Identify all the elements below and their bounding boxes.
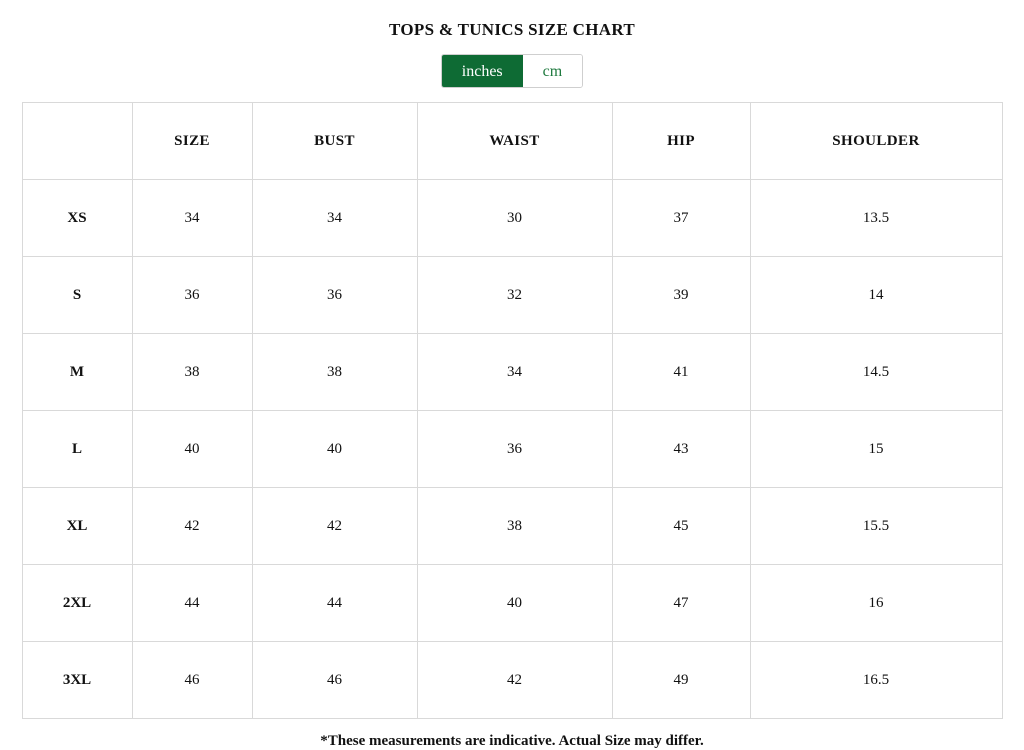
cell-hip: 45 bbox=[612, 488, 750, 565]
table-body bbox=[22, 180, 1002, 719]
row-label: 2XL bbox=[22, 565, 132, 642]
cell-waist: 38 bbox=[417, 488, 612, 565]
cell-hip: 39 bbox=[612, 257, 750, 334]
cell-shoulder: 16 bbox=[750, 565, 1002, 642]
column-header-bust: BUST bbox=[252, 103, 417, 180]
cell-hip: 41 bbox=[612, 334, 750, 411]
table-row bbox=[22, 411, 1002, 488]
table-row bbox=[22, 334, 1002, 411]
table-header-row bbox=[22, 103, 1002, 180]
column-header-hip: HIP bbox=[612, 103, 750, 180]
cell-shoulder: 14.5 bbox=[750, 334, 1002, 411]
row-label: XS bbox=[22, 180, 132, 257]
cell-hip: 37 bbox=[612, 180, 750, 257]
table-row bbox=[22, 488, 1002, 565]
column-header-waist: WAIST bbox=[417, 103, 612, 180]
cell-waist: 30 bbox=[417, 180, 612, 257]
cell-shoulder: 13.5 bbox=[750, 180, 1002, 257]
row-label: S bbox=[22, 257, 132, 334]
cell-shoulder: 14 bbox=[750, 257, 1002, 334]
row-label: L bbox=[22, 411, 132, 488]
row-label: M bbox=[22, 334, 132, 411]
unit-option-cm[interactable]: cm bbox=[523, 55, 583, 87]
table-row bbox=[22, 642, 1002, 719]
size-chart-table bbox=[22, 102, 1003, 719]
cell-waist: 36 bbox=[417, 411, 612, 488]
cell-shoulder: 15.5 bbox=[750, 488, 1002, 565]
cell-size: 42 bbox=[132, 488, 252, 565]
column-header-shoulder: SHOULDER bbox=[750, 103, 1002, 180]
cell-shoulder: 15 bbox=[750, 411, 1002, 488]
table-row bbox=[22, 180, 1002, 257]
unit-option-inches[interactable]: inches bbox=[442, 55, 523, 87]
cell-hip: 49 bbox=[612, 642, 750, 719]
row-label: XL bbox=[22, 488, 132, 565]
cell-size: 34 bbox=[132, 180, 252, 257]
cell-bust: 46 bbox=[252, 642, 417, 719]
row-label: 3XL bbox=[22, 642, 132, 719]
cell-hip: 47 bbox=[612, 565, 750, 642]
cell-size: 46 bbox=[132, 642, 252, 719]
unit-toggle-group[interactable] bbox=[441, 54, 583, 88]
cell-bust: 44 bbox=[252, 565, 417, 642]
cell-waist: 34 bbox=[417, 334, 612, 411]
cell-size: 40 bbox=[132, 411, 252, 488]
table-header bbox=[22, 103, 1002, 180]
cell-bust: 36 bbox=[252, 257, 417, 334]
measurement-disclaimer: *These measurements are indicative. Actual Size may differ. bbox=[320, 733, 704, 749]
page-title: TOPS & TUNICS SIZE CHART bbox=[389, 20, 635, 39]
cell-size: 36 bbox=[132, 257, 252, 334]
cell-size: 38 bbox=[132, 334, 252, 411]
cell-waist: 32 bbox=[417, 257, 612, 334]
table-row bbox=[22, 257, 1002, 334]
column-header-blank bbox=[22, 103, 132, 180]
cell-size: 44 bbox=[132, 565, 252, 642]
cell-shoulder: 16.5 bbox=[750, 642, 1002, 719]
cell-hip: 43 bbox=[612, 411, 750, 488]
cell-waist: 42 bbox=[417, 642, 612, 719]
cell-bust: 40 bbox=[252, 411, 417, 488]
cell-waist: 40 bbox=[417, 565, 612, 642]
column-header-size: SIZE bbox=[132, 103, 252, 180]
table-row bbox=[22, 565, 1002, 642]
cell-bust: 42 bbox=[252, 488, 417, 565]
cell-bust: 34 bbox=[252, 180, 417, 257]
cell-bust: 38 bbox=[252, 334, 417, 411]
